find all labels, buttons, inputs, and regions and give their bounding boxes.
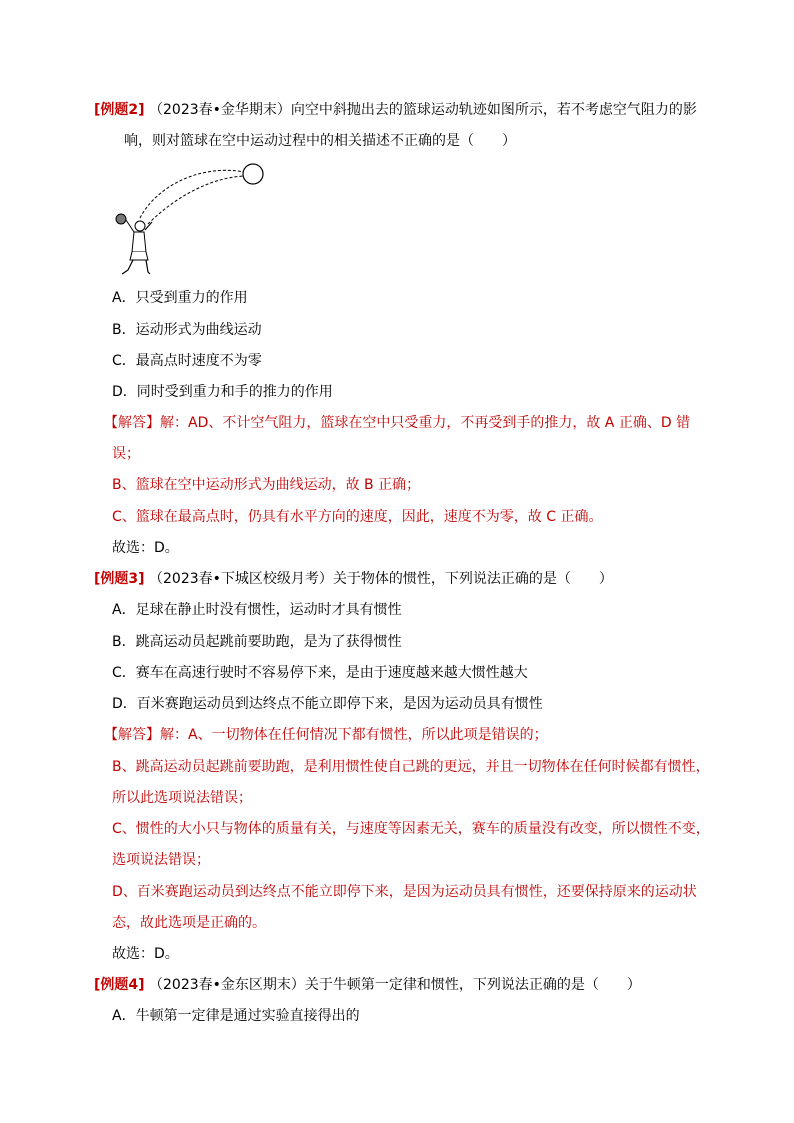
answer-line: D、百米赛跑运动员到达终点不能立即停下来，是因为运动员具有惯性，还要保持原来的运动状 xyxy=(112,884,697,900)
choose-line: 故选：D。 xyxy=(112,946,179,962)
answer-line: B、篮球在空中运动形式为曲线运动，故 B 正确； xyxy=(112,477,421,493)
option-a: A．只受到重力的作用 xyxy=(112,290,248,306)
choose-line: 故选：D。 xyxy=(112,540,179,556)
question-tag: [例题3] xyxy=(94,571,145,587)
option-c: C．赛车在高速行驶时不容易停下来，是由于速度越来越大惯性越大 xyxy=(112,665,528,681)
answer-tag: 【解答】 xyxy=(104,415,160,431)
answer-tag: 【解答】 xyxy=(104,727,160,743)
question-stem: 关于牛顿第一定律和惯性，下列说法正确的是（ ） xyxy=(304,977,641,993)
answer-line: C、篮球在最高点时，仍具有水平方向的速度，因此，速度不为零，故 C 正确。 xyxy=(112,509,603,525)
question-2-line1 xyxy=(94,101,697,119)
answer-text: 解：AD、不计空气阻力，篮球在空中只受重力，不再受到手的推力，故 A 正确、D 错 xyxy=(160,415,691,431)
answer-line: 态，故此选项是正确的。 xyxy=(112,915,266,931)
question-source: （2023春•金华期末） xyxy=(149,102,291,118)
option-b: B．跳高运动员起跳前要助跑，是为了获得惯性 xyxy=(112,634,402,650)
option-a: A．足球在静止时没有惯性，运动时才具有惯性 xyxy=(112,602,402,618)
question-source: （2023春•金东区期末） xyxy=(149,977,305,993)
answer-line: 误； xyxy=(112,446,140,462)
question-source: （2023春•下城区校级月考） xyxy=(149,571,333,587)
answer-line xyxy=(104,414,690,432)
answer-line: C、惯性的大小只与物体的质量有关，与速度等因素无关，赛车的质量没有改变，所以惯性不变， xyxy=(112,821,710,837)
answer-line: 选项说法错误； xyxy=(112,852,210,868)
basketball-throw-figure xyxy=(112,160,272,278)
question-tag: [例题2] xyxy=(94,102,145,118)
option-a: A．牛顿第一定律是通过实验直接得出的 xyxy=(112,1008,360,1024)
option-c: C．最高点时速度不为零 xyxy=(112,353,262,369)
option-d: D．同时受到重力和手的推力的作用 xyxy=(112,384,333,400)
answer-text: 解：A、一切物体在任何情况下都有惯性，所以此项是错误的； xyxy=(160,727,548,743)
option-b: B．运动形式为曲线运动 xyxy=(112,322,262,338)
answer-line xyxy=(104,726,548,744)
question-stem: 向空中斜抛出去的篮球运动轨迹如图所示，若不考虑空气阻力的影 xyxy=(290,102,697,118)
question-2-line2: 响，则对篮球在空中运动过程中的相关描述不正确的是（ ） xyxy=(124,133,516,149)
question-3-line1 xyxy=(94,570,613,588)
answer-line: 所以此选项说法错误； xyxy=(112,790,252,806)
answer-line: B、跳高运动员起跳前要助跑，是利用惯性使自己跳的更远，并且一切物体在任何时候都有惯性， xyxy=(112,759,710,775)
question-stem: 关于物体的惯性，下列说法正确的是（ ） xyxy=(332,571,613,587)
question-4-line1 xyxy=(94,976,641,994)
option-d: D．百米赛跑运动员到达终点不能立即停下来，是因为运动员具有惯性 xyxy=(112,696,543,712)
question-tag: [例题4] xyxy=(94,977,145,993)
